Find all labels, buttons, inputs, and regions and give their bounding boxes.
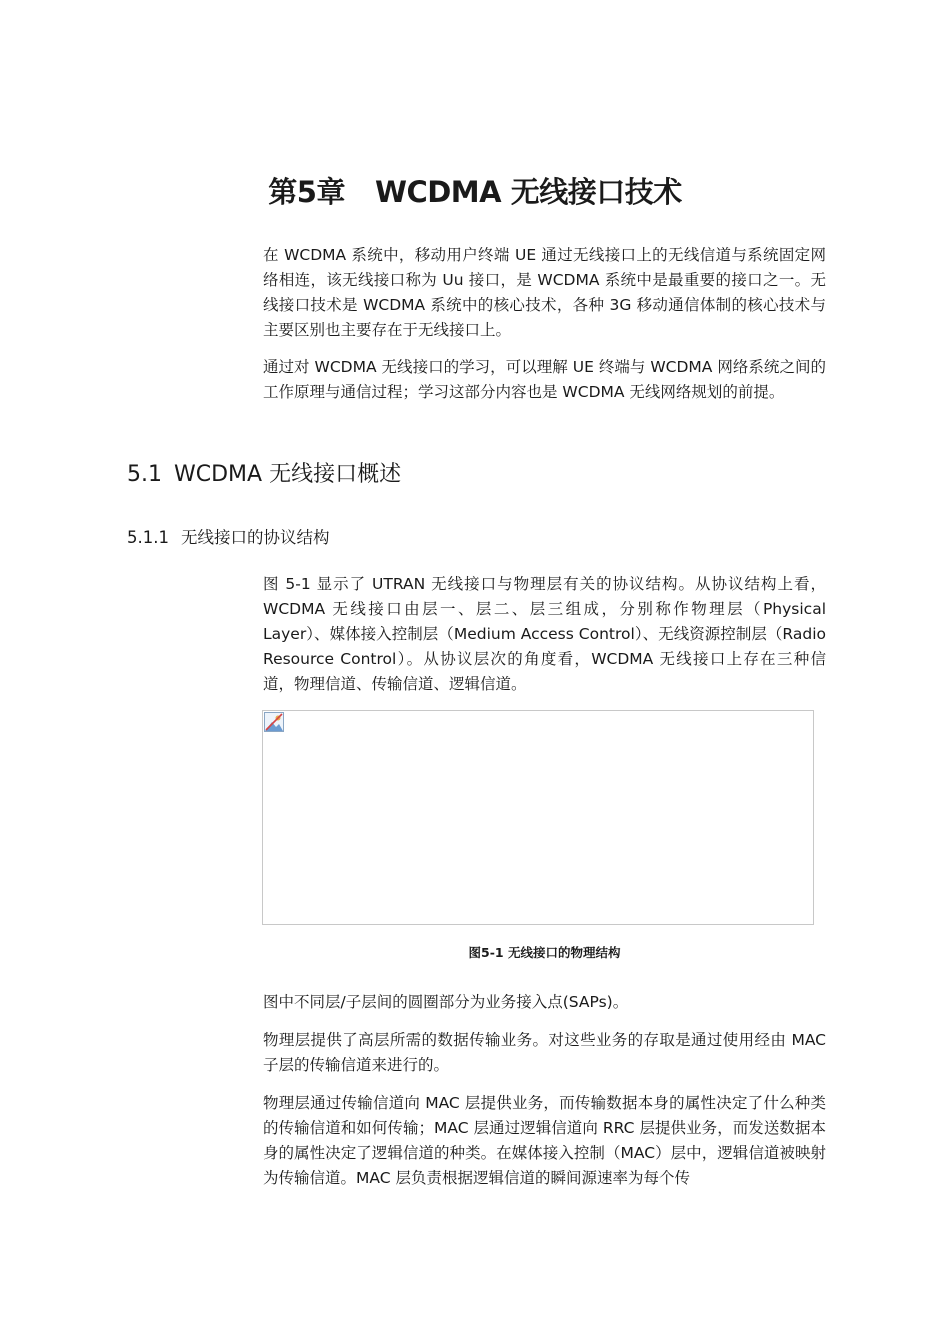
intro-paragraph: 通过对 WCDMA 无线接口的学习，可以理解 UE 终端与 WCDMA 网络系统之间的工作原理与通信过程；学习这部分内容也是 WCDMA 无线网络规划的前提。 — [263, 358, 826, 401]
chapter-name: WCDMA 无线接口技术 — [374, 175, 682, 209]
subsection-heading — [127, 524, 329, 548]
intro-paragraph: 在 WCDMA 系统中，移动用户终端 UE 通过无线接口上的无线信道与系统固定网络相连，该无线接口称为 Uu 接口，是 WCDMA 系统中是最重要的接口之一。无线接口技术是 WCDMA 系统中的核心技术，各种 3G 移动通信体制的核心技术与主要区别也主要存在于无线接口上。 — [263, 246, 826, 339]
broken-image-icon — [264, 712, 284, 732]
figure-placeholder — [262, 710, 814, 925]
body-paragraph: 图中不同层/子层间的圆圈部分为业务接入点(SAPs)。 — [263, 993, 629, 1011]
subsection-title: 无线接口的协议结构 — [180, 528, 330, 547]
section-number: 5.1 — [127, 462, 162, 487]
subsection-number: 5.1.1 — [127, 528, 169, 547]
section-heading — [127, 457, 401, 488]
body-paragraph: 物理层通过传输信道向 MAC 层提供业务，而传输数据本身的属性决定了什么种类的传输信道和如何传输；MAC 层通过逻辑信道向 RRC 层提供业务，而发送数据本身的属性决定了逻辑信道的种类。在媒体接入控制（MAC）层中，逻辑信道被映射为传输信道。MAC 层负责根据逻辑信道的瞬间源速率为每个传 — [263, 1094, 826, 1187]
section-title: WCDMA 无线接口概述 — [174, 462, 402, 487]
body-paragraph: 物理层提供了高层所需的数据传输业务。对这些业务的存取是通过使用经由 MAC 子层的传输信道来进行的。 — [263, 1031, 826, 1074]
chapter-number: 第5章 — [268, 175, 345, 209]
figure-caption: 图5-1 无线接口的物理结构 — [468, 945, 621, 960]
chapter-title — [0, 170, 950, 211]
body-paragraph: 图 5-1 显示了 UTRAN 无线接口与物理层有关的协议结构。从协议结构上看，WCDMA 无线接口由层一、层二、层三组成，分别称作物理层（Physical Layer）、媒体接入控制层（Medium Access Control）、无线资源控制层（Radio Resource Control）。从协议层次的角度看，WCDMA 无线接口上存在三种信道，物理信道、传输信道、逻辑信道。 — [263, 575, 826, 693]
